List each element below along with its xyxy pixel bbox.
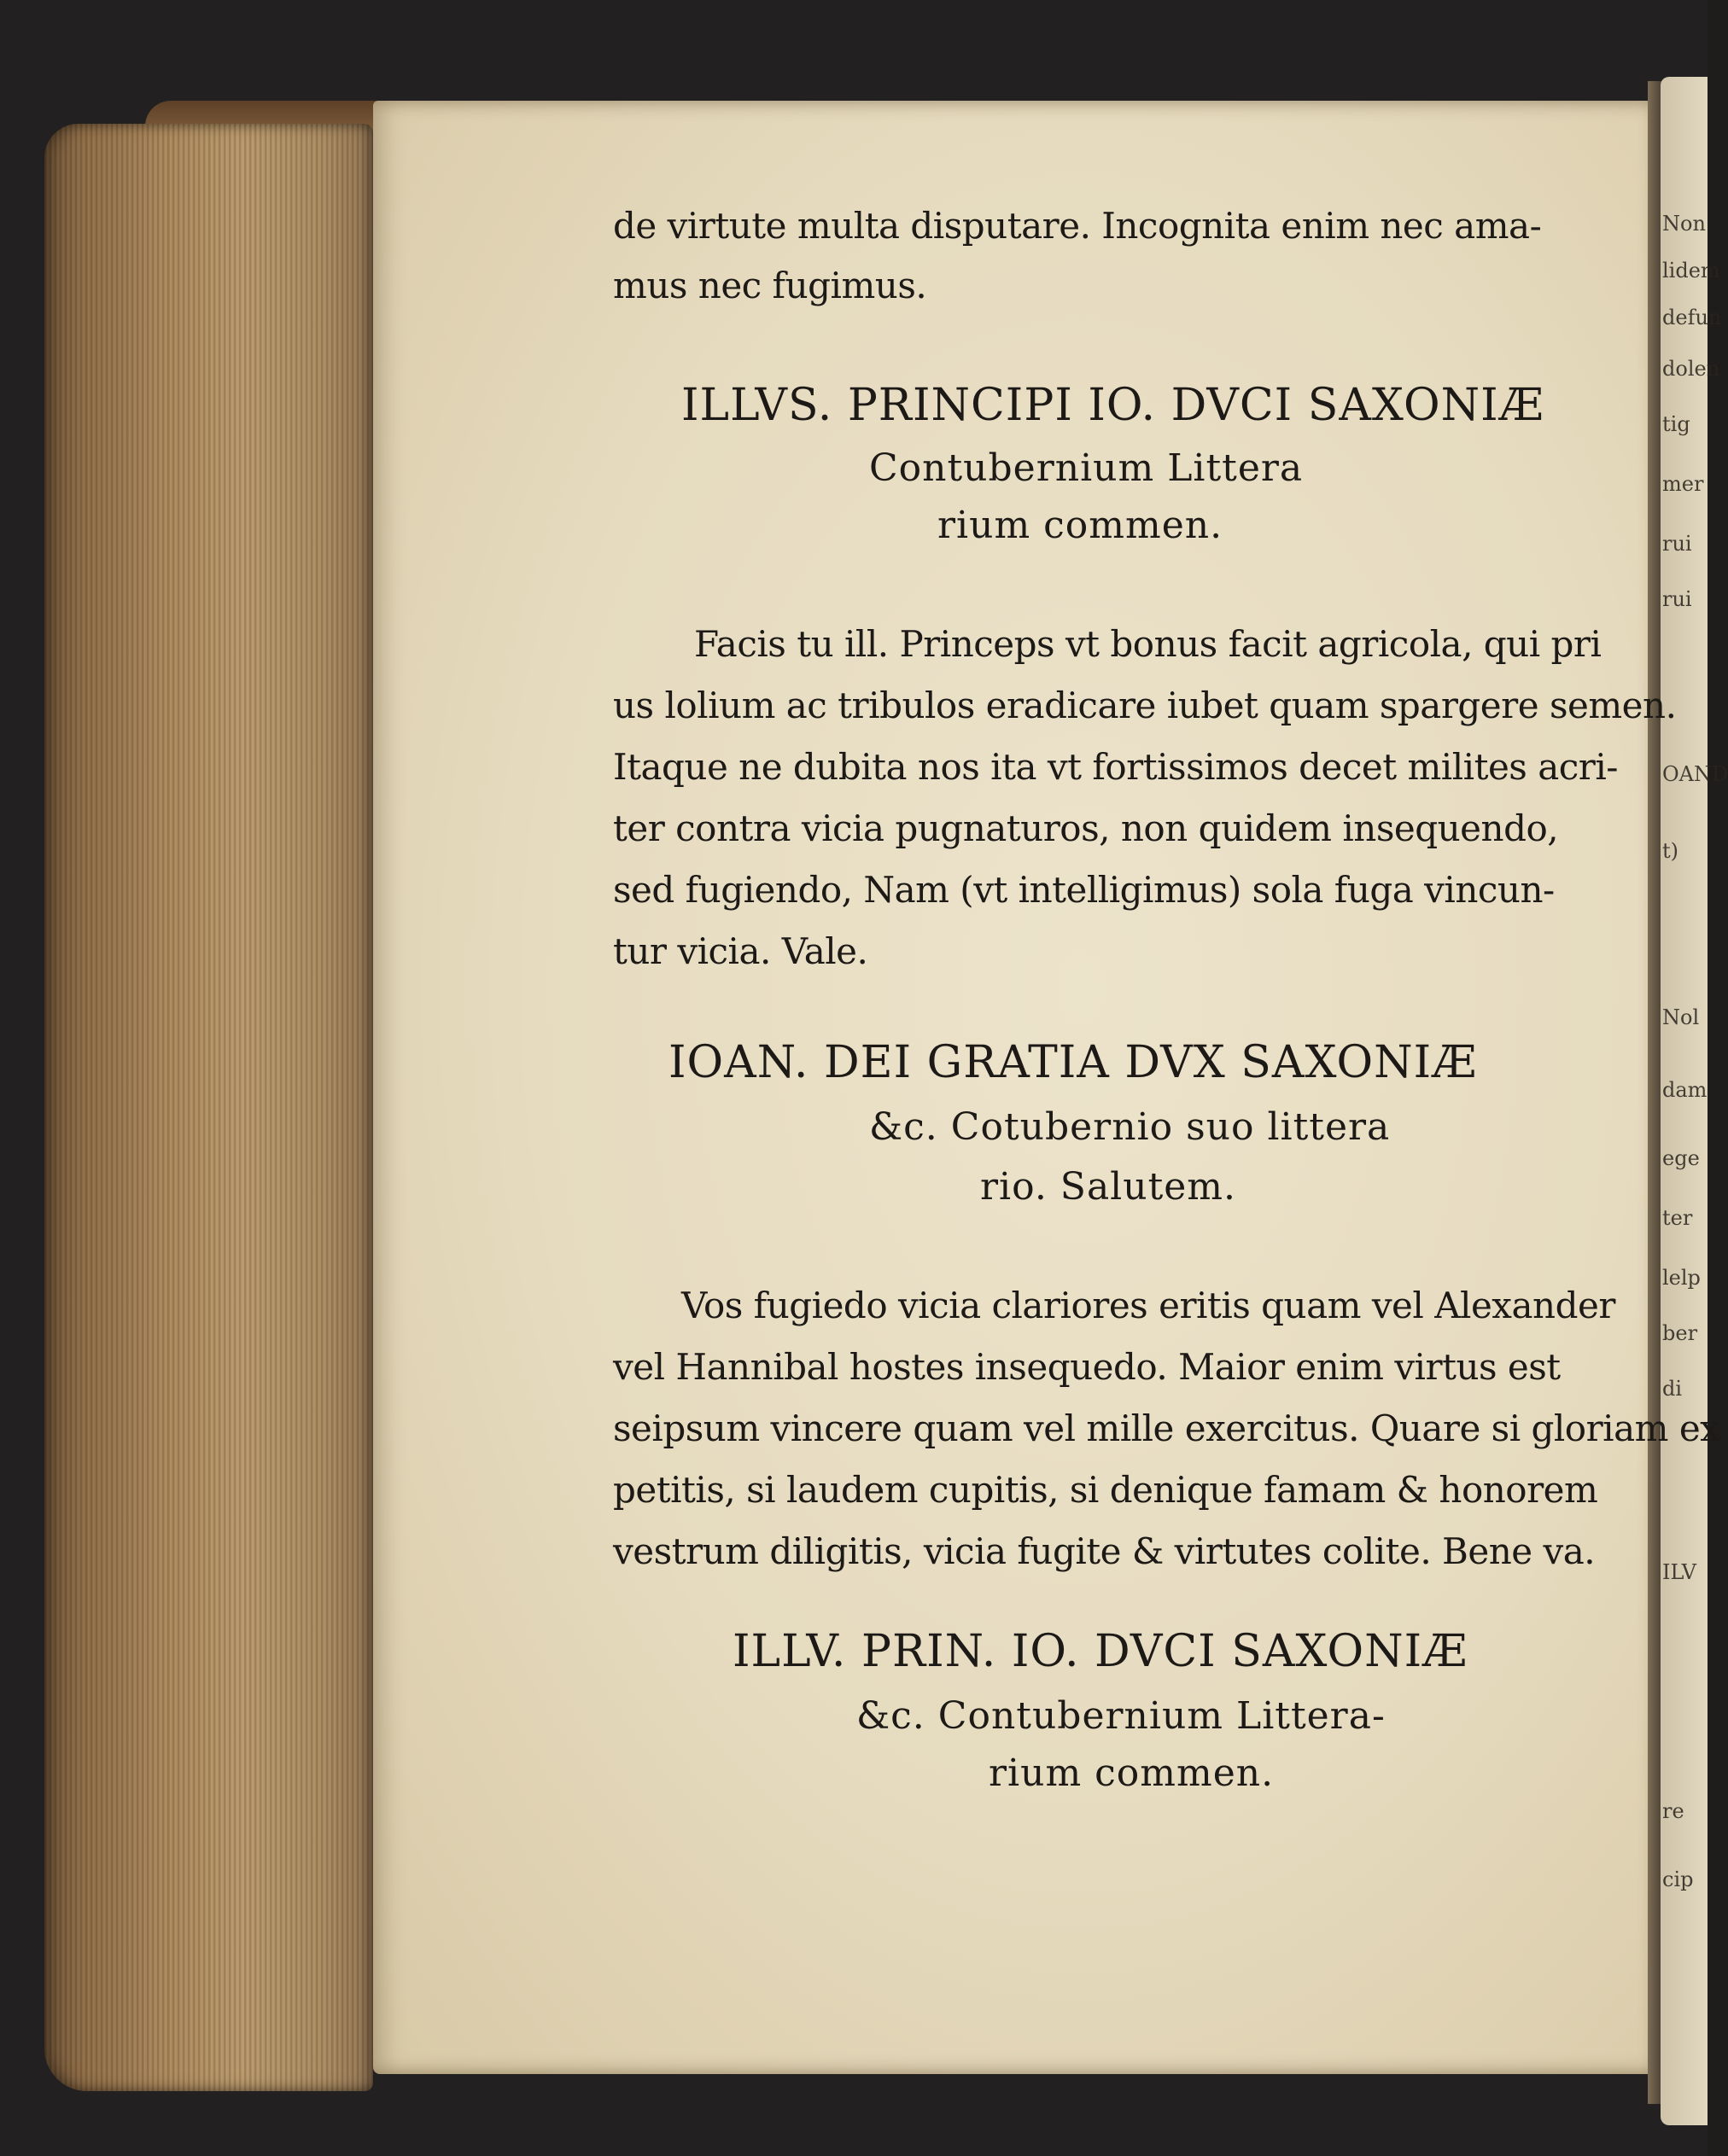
text-line: de virtute multa disputare. Incognita enim nec ama- — [613, 205, 1542, 247]
text-line: us lolium ac tribulos eradicare iubet quam spargere semen. — [613, 685, 1677, 726]
text-line: vestrum diligitis, vicia fugite & virtutes colite. Bene va. — [613, 1530, 1596, 1572]
section-subheading: rium commen. — [989, 1751, 1275, 1795]
facing-fragment: dam — [1662, 1078, 1708, 1102]
facing-fragment: re — [1662, 1799, 1684, 1823]
facing-fragment: ber — [1662, 1321, 1698, 1345]
facing-fragment: OAND — [1662, 762, 1728, 786]
facing-fragment: tig — [1662, 412, 1690, 436]
facing-fragment: ter — [1662, 1206, 1693, 1230]
facing-fragment: ege — [1662, 1146, 1700, 1170]
facing-fragment: Nol — [1662, 1005, 1700, 1029]
facing-fragment: dolen — [1662, 357, 1720, 381]
book-fore-edge — [44, 124, 373, 2091]
text-line: Itaque ne dubita nos ita vt fortissimos decet milites acri- — [613, 746, 1618, 788]
text-line: Vos fugiedo vicia clariores eritis quam vel Alexander — [681, 1285, 1615, 1326]
facing-fragment: mer — [1662, 472, 1704, 496]
text-line: ter contra vicia pugnaturos, non quidem insequendo, — [613, 807, 1559, 849]
facing-fragment: t) — [1662, 839, 1679, 863]
facing-fragment: rui — [1662, 587, 1692, 611]
text-line: mus nec fugimus. — [613, 265, 927, 306]
section-subheading: Contubernium Littera — [869, 446, 1304, 490]
facing-page-edge — [1661, 77, 1728, 2125]
section-subheading: &c. Contubernium Littera- — [856, 1694, 1386, 1738]
facing-fragment: Non — [1662, 212, 1706, 236]
facing-fragment: lidem — [1662, 259, 1720, 283]
facing-fragment: ILV — [1662, 1560, 1696, 1584]
section-heading: ILLV. PRIN. IO. DVCI SAXONIÆ — [733, 1626, 1468, 1677]
facing-fragment: cip — [1662, 1868, 1694, 1891]
facing-fragment: defun — [1662, 306, 1722, 329]
facing-fragment: di — [1662, 1377, 1683, 1401]
text-line: vel Hannibal hostes insequedo. Maior enim virtus est — [613, 1346, 1561, 1388]
section-subheading: rium commen. — [937, 504, 1223, 547]
section-subheading: rio. Salutem. — [980, 1165, 1237, 1209]
text-line: seipsum vincere quam vel mille exercitus. Quare si gloriam ex — [613, 1407, 1720, 1449]
facing-fragment: rui — [1662, 532, 1692, 556]
text-line: petitis, si laudem cupitis, si denique famam & honorem — [613, 1469, 1598, 1511]
section-heading: IOAN. DEI GRATIA DVX SAXONIÆ — [668, 1037, 1478, 1088]
section-heading: ILLVS. PRINCIPI IO. DVCI SAXONIÆ — [681, 380, 1544, 431]
section-subheading: &c. Cotubernio suo littera — [869, 1105, 1391, 1149]
text-line: sed fugiendo, Nam (vt intelligimus) sola fuga vincun- — [613, 869, 1555, 911]
text-line: tur vicia. Vale. — [613, 930, 868, 972]
text-line: Facis tu ill. Princeps vt bonus facit agricola, qui pri — [694, 623, 1602, 665]
facing-fragment: lelp — [1662, 1266, 1701, 1290]
